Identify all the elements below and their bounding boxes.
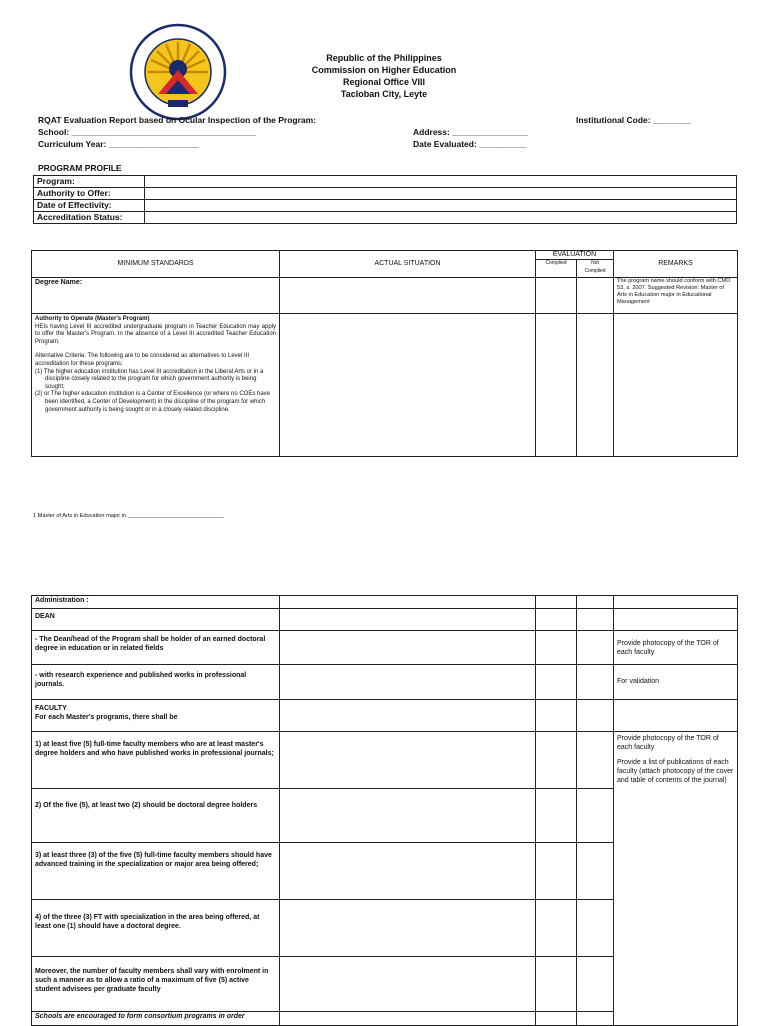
cell	[280, 843, 536, 900]
cell	[280, 1012, 536, 1026]
faculty-requirement-4: 4) of the three (3) FT with specialization in the area being offered, at least one (1) should have a doctoral degree.	[32, 900, 280, 957]
authority-para-2: Alternative Criteria: The following are to be considered as alternatives to Level III accreditation for these programs:	[35, 353, 250, 367]
cell	[614, 700, 738, 732]
cell	[536, 596, 577, 609]
cell	[280, 957, 536, 1012]
cell	[280, 900, 536, 957]
faculty-requirement-3: 3) at least three (3) of the five (5) full-time faculty members should have advanced training in the specialization or major area being offered;	[32, 843, 280, 900]
profile-row	[34, 200, 737, 212]
col-evaluation: EVALUATION	[536, 251, 614, 260]
profile-label: Program:	[34, 176, 145, 188]
cell	[280, 278, 536, 314]
authority-item-1: (1) The higher education institution has Level III accreditation in the Liberal Arts or in a discipline closely related to the program for which government authority is being sought;	[35, 368, 264, 390]
table-row	[32, 732, 738, 789]
date-evaluated-field: Date Evaluated: __________	[413, 139, 527, 149]
table-row	[32, 596, 738, 609]
cell	[536, 631, 577, 665]
table-row	[32, 665, 738, 700]
profile-value	[145, 200, 737, 212]
letterhead-line3: Regional Office VIII	[342, 77, 425, 87]
cell	[536, 900, 577, 957]
institutional-code: Institutional Code: ________	[576, 115, 691, 125]
cell	[536, 843, 577, 900]
faculty-requirement-5: Moreover, the number of faculty members shall vary with enrolment in such a manner as to allow a ratio of a maximum of five (5) active student advisees per graduate faculty	[32, 957, 280, 1012]
cell	[280, 596, 536, 609]
standards-table	[31, 250, 738, 457]
cell	[577, 843, 614, 900]
letterhead-line1: Republic of the Philippines	[326, 53, 442, 63]
cell	[536, 314, 577, 457]
authority-cell	[32, 314, 280, 457]
program-profile-heading: PROGRAM PROFILE	[38, 163, 122, 173]
consortium-note: Schools are encouraged to form consortium programs in order	[32, 1012, 280, 1026]
profile-label: Authority to Offer:	[34, 188, 145, 200]
cell	[577, 900, 614, 957]
degree-remark: The program name should conform with CMO 53, s. 2007. Suggested Revision: Master of Arts in Education major in Educational Management	[614, 278, 738, 314]
faculty-cell	[32, 700, 280, 732]
cell	[577, 278, 614, 314]
table-row	[32, 314, 738, 457]
dean-requirement-1: - The Dean/head of the Program shall be holder of an earned doctoral degree in education or in related fields	[32, 631, 280, 665]
col-not-complied: Not Complied	[577, 260, 614, 278]
col-actual-situation: ACTUAL SITUATION	[280, 251, 536, 278]
faculty-remark-b: Provide a list of publications of each faculty (attach photocopy of the cover and table of contents of the journal)	[617, 759, 734, 784]
dean-label: DEAN	[32, 609, 280, 631]
dean-remark-2: For validation	[614, 665, 738, 700]
cell	[536, 957, 577, 1012]
profile-row	[34, 212, 737, 224]
cell	[536, 278, 577, 314]
cell	[280, 789, 536, 843]
cell	[280, 665, 536, 700]
profile-label: Date of Effectivity:	[34, 200, 145, 212]
faculty-subheading: For each Master's programs, there shall be	[35, 714, 178, 721]
school-field: School: _______________________________________	[38, 127, 256, 137]
faculty-remark-a: Provide photocopy of the TOR of each faculty	[617, 735, 719, 751]
faculty-remarks	[614, 732, 738, 1026]
cell	[577, 700, 614, 732]
degree-name-label: Degree Name:	[32, 278, 280, 314]
cell	[577, 732, 614, 789]
faculty-requirement-2: 2) Of the five (5), at least two (2) should be doctoral degree holders	[32, 789, 280, 843]
address-field: Address: ________________	[413, 127, 528, 137]
authority-item-2: (2) or The higher education institution is a Center of Excellence (or where no COEs have been identified, a Center of Development) in the discipline of the program for which government authority is being sought or in a closely related discipline.	[35, 391, 271, 413]
cell	[577, 631, 614, 665]
cell	[280, 609, 536, 631]
cell	[577, 314, 614, 457]
cell	[536, 609, 577, 631]
cell	[577, 789, 614, 843]
curriculum-year-field: Curriculum Year: ___________________	[38, 139, 199, 149]
authority-heading: Authority to Operate (Master's Program)	[35, 316, 150, 322]
cell	[536, 665, 577, 700]
cell	[536, 1012, 577, 1026]
dean-requirement-2: - with research experience and published works in professional journals.	[32, 665, 280, 700]
cell	[280, 732, 536, 789]
cell	[280, 314, 536, 457]
table-row	[32, 278, 738, 314]
table-row	[32, 631, 738, 665]
cell	[536, 732, 577, 789]
cell	[614, 609, 738, 631]
letterhead	[0, 52, 768, 100]
dean-remark-1: Provide photocopy of the TOR of each faculty	[614, 631, 738, 665]
authority-para-1: HEIs having Level III accredited undergraduate program in Teacher Education may apply to offer the Master's Program. In the absence of a Level III accredited Teacher Education Program.	[35, 323, 276, 345]
faculty-requirement-1: 1) at least five (5) full-time faculty members who are at least master's degree holders and who have published works in professional journals;	[32, 732, 280, 789]
profile-value	[145, 212, 737, 224]
cell	[280, 700, 536, 732]
profile-value	[145, 176, 737, 188]
cell	[577, 957, 614, 1012]
profile-row	[34, 176, 737, 188]
administration-table	[31, 595, 738, 1026]
cell	[577, 596, 614, 609]
letterhead-line2: Commission on Higher Education	[311, 65, 457, 75]
form-title: RQAT Evaluation Report based on Ocular Inspection of the Program:	[38, 115, 317, 125]
cell	[614, 596, 738, 609]
footnote: 1 Master of Arts in Education major in _______________________________	[33, 513, 224, 519]
cell	[536, 700, 577, 732]
col-minimum-standards: MINIMUM STANDARDS	[32, 251, 280, 278]
cell	[577, 665, 614, 700]
table-row	[32, 609, 738, 631]
cell	[577, 1012, 614, 1026]
profile-row	[34, 188, 737, 200]
col-remarks: REMARKS	[614, 251, 738, 278]
cell	[614, 314, 738, 457]
profile-value	[145, 188, 737, 200]
letterhead-line4: Tacloban City, Leyte	[340, 89, 428, 99]
cell	[280, 631, 536, 665]
program-profile-table	[33, 175, 737, 224]
cell	[536, 789, 577, 843]
col-complied: Complied	[536, 260, 577, 278]
table-row	[32, 700, 738, 732]
faculty-label: FACULTY	[35, 705, 67, 712]
administration-label: Administration :	[32, 596, 280, 609]
profile-label: Accreditation Status:	[34, 212, 145, 224]
cell	[577, 609, 614, 631]
